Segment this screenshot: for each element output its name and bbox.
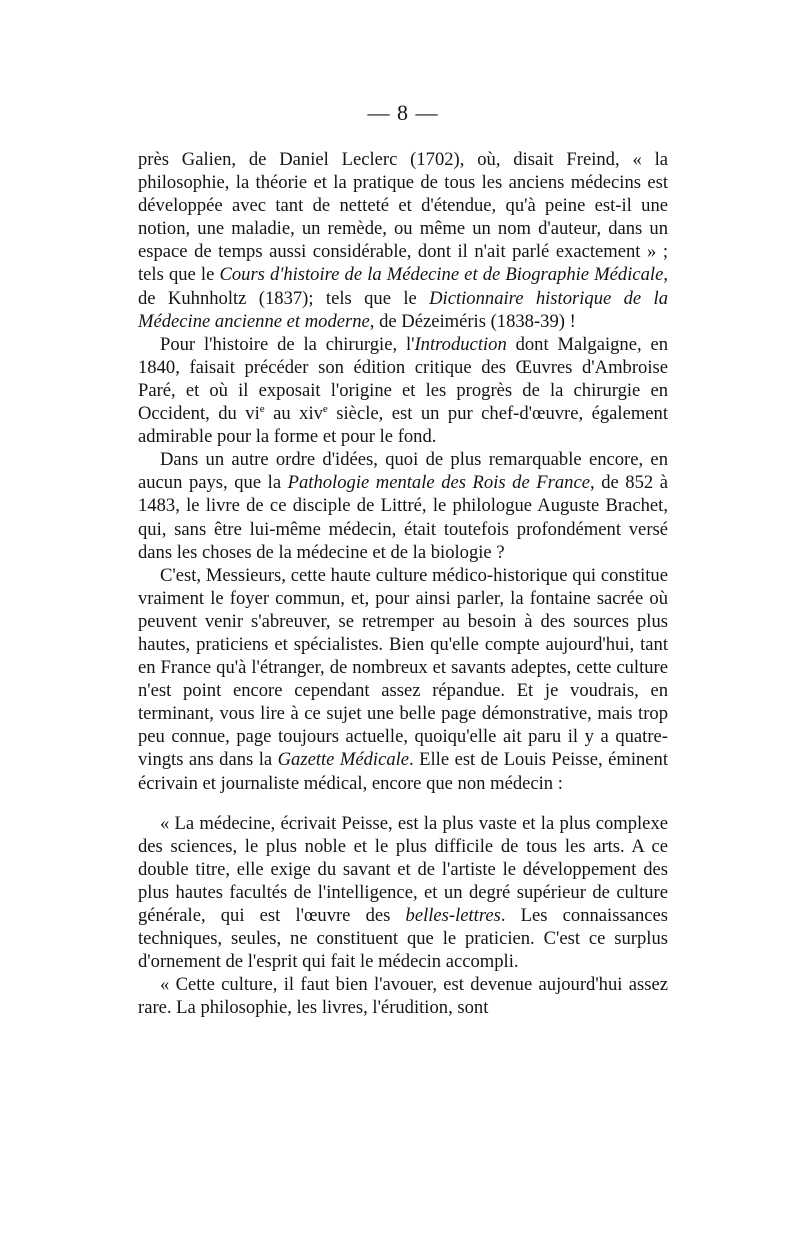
paragraph-p6 xyxy=(138,973,668,1019)
italic-title: Gazette Médicale xyxy=(277,749,410,771)
italic-title: Pathologie mentale des Rois de France xyxy=(287,472,590,494)
page-number: — 8 — xyxy=(367,100,439,125)
text-run: dont Malgaigne, en 1840, faisait précéder son édition critique des Œuvres d'Ambroise Paré, et où il exposait l'origine et les progrès de la chirurgie en Occident, du vi xyxy=(138,333,668,425)
italic-title: belles-lettres xyxy=(405,905,501,926)
paragraph-p4 xyxy=(138,564,668,795)
italic-title: Dictionnaire historique de la Médecine ancienne et moderne xyxy=(138,287,669,332)
text-run: siècle, est un pur chef-d'œuvre, également admirable pour la forme et pour le fond. xyxy=(138,403,668,448)
text-run: , de Dézeiméris (1838-39) ! xyxy=(369,310,576,332)
text-run: « Cette culture, il faut bien l'avouer, est devenue aujourd'hui assez rare. La philosophie, les livres, l'érudition, sont xyxy=(138,974,668,1019)
text-run: C'est, Messieurs, cette haute culture médico-historique qui constitue vraiment le foyer commun, et, pour ainsi parler, la fontaine sacrée où peuvent venir s'abreuver, se retremper au besoin à des sources plus hautes, praticiens et spécialistes. Bien qu'elle compte aujourd'hui, tant en France qu'à l'étranger, de nombreux et savants adeptes, cette culture n'est point encore cependant assez répandue. Et je voudrais, en terminant, vous lire à ce sujet une belle page démonstrative, mais trop peu connue, page toujours actuelle, quoiqu'elle ait paru il y a quatre-vingts ans dans la xyxy=(138,564,668,771)
superscript: e xyxy=(259,402,265,415)
text-run: , de 852 à 1483, le livre de ce disciple de Littré, le philologue Auguste Brachet, qui, sans être lui-même médecin, était toutefois profondément versé dans les choses de la médecine et de la biologie ? xyxy=(138,472,669,563)
quote-spacing xyxy=(138,795,668,812)
superscript: e xyxy=(322,402,328,415)
text-run: Dans un autre ordre d'idées, quoi de plus remarquable encore, en aucun pays, que la xyxy=(138,449,668,494)
paragraph-p3 xyxy=(138,448,668,563)
italic-title: Cours d'histoire de la Médecine et de Biographie Médicale xyxy=(219,264,664,286)
text-run: au xiv xyxy=(264,403,323,425)
text-run: . Les connaissances techniques, seules, ne constituent que le praticien. C'est ce surplus d'ornement de l'esprit qui fait le médecin accompli. xyxy=(138,905,668,973)
text-run: près Galien, de Daniel Leclerc (1702), où, disait Freind, « la philosophie, la théorie et la pratique de tous les anciens médecins est développée avec tant de netteté et d'étendue, qu'à peine est-il une notion, une maladie, un remède, ou même un nom d'auteur, dans un espace de temps aussi considérable, dont il n'ait parlé exactement » ; tels que le xyxy=(138,149,668,286)
text-run: . Elle est de Louis Peisse, éminent écrivain et journaliste médical, encore que non médecin : xyxy=(138,749,668,794)
text-run: « La médecine, écrivait Peisse, est la plus vaste et la plus complexe des sciences, le plus noble et le plus difficile de tous les arts. A ce double titre, elle exige du savant et de l'artiste le développement des plus hautes facultés de l'intelligence, et un degré supérieur de culture générale, qui est l'œuvre des xyxy=(138,812,668,926)
book-page xyxy=(138,100,668,1019)
text-run: Pour l'histoire de la chirurgie, l' xyxy=(160,333,415,355)
paragraph-p2 xyxy=(138,333,668,448)
body-text xyxy=(138,148,668,1019)
paragraph-p5 xyxy=(138,812,668,974)
text-run: , de Kuhnholtz (1837); tels que le xyxy=(138,264,669,309)
paragraph-p1 xyxy=(138,148,668,333)
italic-title: Introduction xyxy=(414,333,507,355)
